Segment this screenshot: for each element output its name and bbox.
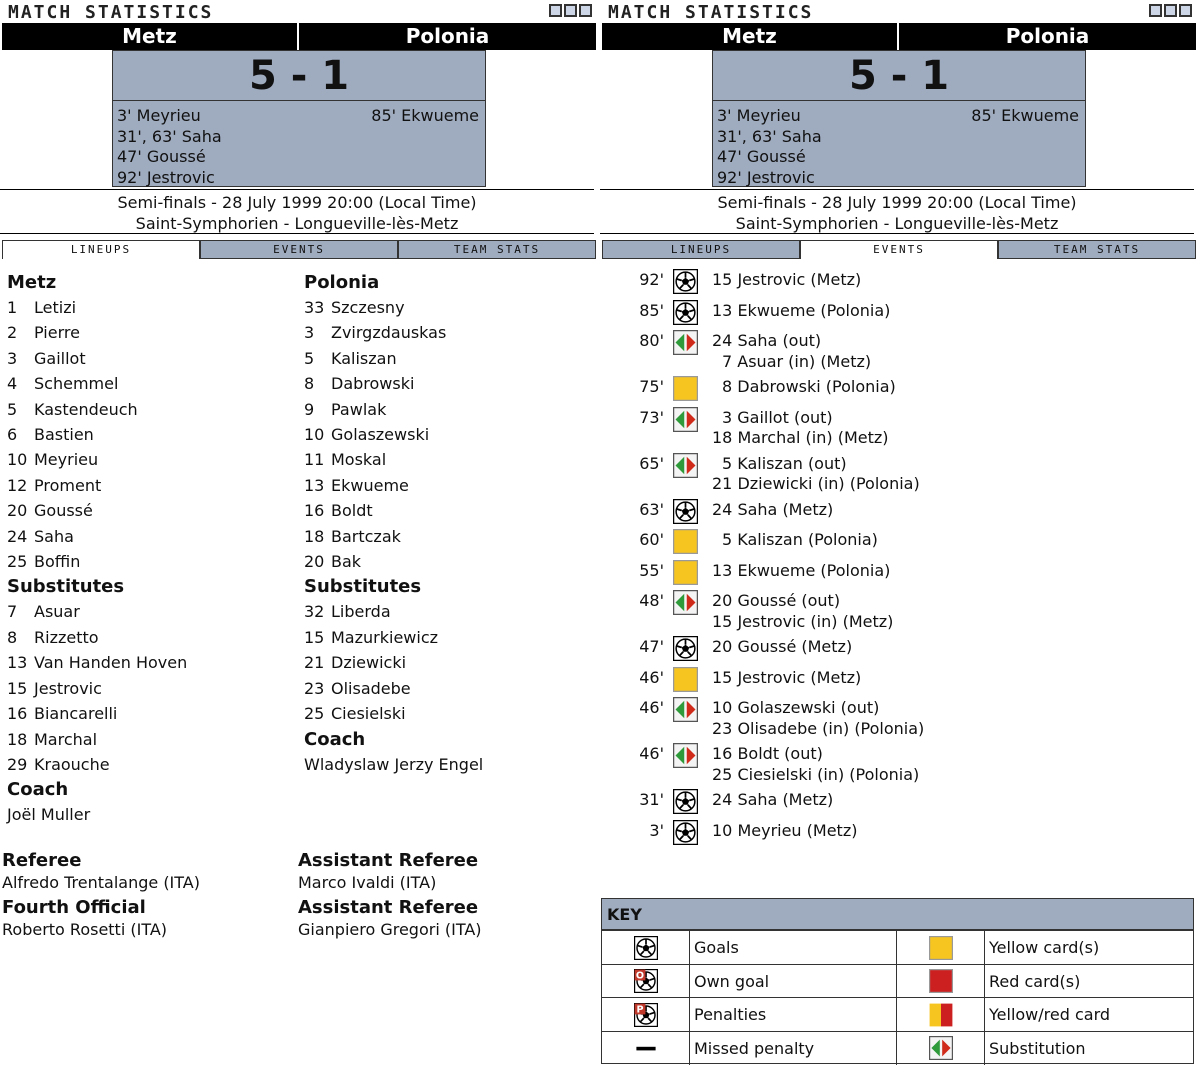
- event-line: 16 Boldt (out): [712, 744, 823, 763]
- player-number: 7: [7, 602, 18, 622]
- event-row: [600, 297, 1200, 325]
- away-scorers: [971, 106, 1079, 127]
- scorer: 3' Meyrieu: [117, 106, 201, 125]
- window-button-icon[interactable]: [564, 4, 577, 17]
- player-number: 21: [304, 653, 325, 673]
- player-row: [304, 473, 483, 498]
- player-row: [7, 320, 187, 345]
- substitute-row: [304, 676, 483, 701]
- key-row: [602, 997, 1193, 1030]
- player-number: 9: [304, 399, 315, 419]
- substitute-row: [7, 727, 187, 752]
- player-number: 15: [304, 627, 325, 647]
- event-line: 15 Jestrovic (Metz): [712, 667, 862, 687]
- player-name: Kraouche: [34, 754, 110, 774]
- player-row: [7, 422, 187, 447]
- event-line: 5 Kaliszan (out): [722, 453, 847, 473]
- assistant-referee-1: [298, 849, 478, 893]
- player-number: 13: [304, 475, 325, 495]
- substitute-row: [304, 625, 483, 650]
- player-number: 3: [304, 323, 315, 343]
- substitute-row: [7, 701, 187, 726]
- substitution-icon: [673, 743, 698, 768]
- player-row: [7, 397, 187, 422]
- goal-icon: [673, 300, 698, 325]
- event-minute: 55': [639, 560, 664, 580]
- player-name: Schemmel: [34, 374, 119, 394]
- substitute-row: [7, 676, 187, 701]
- yellow-card-icon: [673, 529, 698, 554]
- event-row: [600, 496, 1200, 524]
- assistant-referee-heading: Assistant Referee: [298, 850, 479, 871]
- event-line: 21 Dziewicki (in) (Polonia): [712, 474, 920, 493]
- player-name: Ekwueme: [331, 475, 409, 495]
- event-line: 5 Kaliszan (Polonia): [722, 530, 878, 549]
- event-line: 24 Saha (Metz): [712, 790, 834, 809]
- score: 5 - 1: [713, 51, 1085, 101]
- event-text: [712, 637, 852, 658]
- key-label: Yellow/red card: [989, 1005, 1111, 1024]
- player-name: Zvirgzdauskas: [331, 323, 447, 343]
- key-label: Missed penalty: [690, 1032, 897, 1065]
- event-minute: 46': [639, 698, 664, 717]
- coach-name: Joël Muller: [7, 805, 91, 825]
- event-text: [712, 377, 896, 398]
- substitution-icon: [673, 697, 698, 722]
- player-number: 2: [7, 323, 18, 343]
- window-controls: [1149, 4, 1192, 17]
- tab-bar: [602, 240, 1196, 259]
- substitution-icon: [673, 453, 698, 478]
- event-line: 15 Jestrovic (Metz): [712, 270, 862, 289]
- key-label: Red card(s): [989, 971, 1081, 991]
- player-name: Dabrowski: [331, 374, 415, 394]
- event-line: 20 Goussé (Metz): [712, 637, 853, 656]
- player-name: Van Handen Hoven: [34, 653, 188, 673]
- event-row: [600, 786, 1200, 814]
- scorer: 92' Jestrovic: [717, 167, 815, 187]
- teams-bar: [602, 23, 1196, 50]
- event-text: [712, 744, 919, 785]
- svg-text:O: O: [635, 970, 644, 982]
- event-text: [712, 301, 890, 322]
- player-row: [304, 371, 483, 396]
- team-heading: Polonia: [304, 272, 380, 293]
- svg-text:P: P: [635, 1004, 644, 1016]
- assistant-referee-2: [298, 896, 482, 940]
- key-row: [602, 964, 1193, 997]
- tab-events[interactable]: EVENTS: [800, 240, 998, 259]
- player-number: 6: [7, 425, 18, 445]
- window-button-icon[interactable]: [1164, 4, 1177, 17]
- event-line: 10 Meyrieu (Metz): [712, 820, 858, 840]
- substitution-icon: [897, 1032, 985, 1065]
- event-minute: 46': [639, 744, 664, 763]
- goal-icon: [673, 820, 698, 845]
- substitution-icon: [673, 330, 698, 355]
- match-info: [600, 189, 1194, 234]
- player-row: [7, 346, 187, 371]
- player-name: Rizzetto: [34, 627, 99, 647]
- substitution-icon: [673, 590, 698, 615]
- player-number: 12: [7, 475, 28, 495]
- event-minute: 3': [649, 820, 664, 840]
- home-team-name: Metz: [602, 23, 899, 50]
- team-heading: Metz: [7, 272, 57, 293]
- yellow-card-icon: [673, 667, 698, 692]
- coach-heading: Coach: [7, 779, 69, 801]
- player-name: Kaliszan: [331, 348, 397, 368]
- player-number: 5: [7, 399, 18, 419]
- event-row: [600, 817, 1200, 845]
- key-label: Own goal: [690, 965, 897, 998]
- tab-lineups[interactable]: LINEUPS: [2, 240, 200, 259]
- player-name: Gaillot: [34, 348, 86, 368]
- missed-penalty-icon: [602, 1032, 690, 1065]
- player-name: Dziewicki: [331, 653, 407, 673]
- player-name: Liberda: [331, 602, 391, 622]
- player-row: [7, 524, 187, 549]
- player-name: Bastien: [34, 425, 94, 445]
- player-name: Pawlak: [331, 399, 387, 419]
- event-text: [712, 821, 857, 842]
- scorer: 47' Goussé: [717, 147, 806, 166]
- player-row: [7, 447, 187, 472]
- player-number: 13: [7, 653, 28, 673]
- event-minute: 63': [639, 499, 664, 519]
- player-row: [304, 397, 483, 422]
- player-number: 16: [7, 704, 28, 724]
- player-number: 33: [304, 298, 325, 317]
- event-text: [712, 331, 871, 372]
- referee-heading: Referee: [2, 850, 82, 871]
- player-row: [304, 295, 483, 320]
- event-line: 7 Asuar (in) (Metz): [722, 351, 872, 371]
- goal-icon: [673, 269, 698, 294]
- key-table: [601, 898, 1194, 1064]
- player-number: 8: [304, 374, 315, 394]
- coach-name: Wladyslaw Jerzy Engel: [304, 754, 484, 774]
- panel-title: MATCH STATISTICS: [8, 2, 214, 23]
- yellow-card-icon: [673, 560, 698, 585]
- substitute-row: [304, 701, 483, 726]
- event-row: [600, 450, 1200, 493]
- player-row: [7, 371, 187, 396]
- tab-events[interactable]: EVENTS: [200, 240, 398, 259]
- match-info: [0, 189, 594, 234]
- scorer: 85' Ekwueme: [371, 106, 479, 125]
- substitution-icon: [673, 407, 698, 432]
- event-line: 20 Goussé (out): [712, 591, 841, 610]
- event-minute: 65': [639, 453, 664, 473]
- scorer: 47' Goussé: [117, 147, 206, 166]
- scorer: 85' Ekwueme: [971, 106, 1079, 125]
- home-scorers: [117, 106, 222, 188]
- player-name: Meyrieu: [34, 450, 99, 470]
- event-row: [600, 373, 1200, 401]
- key-title: KEY: [602, 899, 1193, 930]
- key-label: Substitution: [989, 1038, 1086, 1058]
- event-text: [712, 668, 861, 689]
- event-text: [712, 500, 833, 521]
- event-line: 18 Marchal (in) (Metz): [712, 428, 889, 447]
- key-row: [602, 1031, 1193, 1064]
- match-panel-events: [600, 0, 1198, 262]
- player-name: Pierre: [34, 323, 80, 343]
- event-text: [712, 530, 878, 551]
- event-row: [600, 557, 1200, 585]
- event-text: [712, 698, 924, 739]
- match-info-date: Semi-finals - 28 July 1999 20:00 (Local Time): [717, 193, 1077, 212]
- player-name: Saha: [34, 526, 74, 546]
- player-number: 20: [7, 501, 28, 521]
- home-lineup: [7, 270, 187, 828]
- player-number: 18: [304, 526, 325, 546]
- penalty-icon: [602, 998, 690, 1031]
- match-info-venue: Saint-Symphorien - Longueville-lès-Metz: [735, 214, 1059, 233]
- yellow-red-card-icon: [897, 998, 985, 1031]
- player-number: 10: [7, 450, 28, 470]
- player-name: Mazurkiewicz: [331, 627, 439, 647]
- yellow-card-icon: [673, 376, 698, 401]
- event-row: [600, 587, 1200, 631]
- yellow-card-icon: [897, 931, 985, 964]
- event-line: 24 Saha (Metz): [712, 499, 834, 519]
- teams-bar: [2, 23, 596, 50]
- event-row: [600, 633, 1200, 661]
- player-number: 29: [7, 754, 28, 774]
- player-number: 25: [304, 704, 325, 724]
- panel-title: MATCH STATISTICS: [608, 2, 814, 23]
- event-minute: 31': [639, 790, 664, 809]
- player-row: [7, 549, 187, 574]
- event-line: 25 Ciesielski (in) (Polonia): [712, 764, 920, 784]
- player-row: [7, 295, 187, 320]
- player-row: [304, 498, 483, 523]
- player-name: Golaszewski: [331, 425, 430, 445]
- scorer: 31', 63' Saha: [717, 126, 822, 146]
- event-row: [600, 694, 1200, 738]
- substitute-row: [7, 625, 187, 650]
- key-label: Yellow card(s): [989, 938, 1100, 957]
- event-minute: 85': [639, 300, 664, 320]
- player-number: 20: [304, 552, 325, 572]
- goal-icon: [673, 789, 698, 814]
- player-row: [304, 422, 483, 447]
- substitute-row: [7, 650, 187, 675]
- score: 5 - 1: [113, 51, 485, 101]
- tab-team-stats[interactable]: TEAM STATS: [998, 240, 1196, 259]
- player-number: 25: [7, 552, 28, 572]
- player-name: Boffin: [34, 552, 81, 572]
- player-name: Bartczak: [331, 526, 401, 546]
- event-line: 3 Gaillot (out): [722, 407, 833, 427]
- key-row: [602, 930, 1193, 963]
- player-row: [304, 549, 483, 574]
- event-row: [600, 404, 1200, 447]
- home-scorers: [717, 106, 822, 188]
- player-name: Szczesny: [331, 298, 405, 317]
- substitutes-heading: Substitutes: [304, 576, 422, 598]
- event-minute: 46': [639, 667, 664, 687]
- away-team-name: Polonia: [1005, 24, 1090, 48]
- coach-heading: Coach: [304, 728, 366, 750]
- event-row: [600, 266, 1200, 294]
- event-text: [712, 408, 889, 449]
- substitute-row: [304, 599, 483, 624]
- player-number: 4: [7, 374, 18, 394]
- player-name: Marchal: [34, 729, 98, 749]
- score-box: [112, 50, 486, 187]
- score-box: [712, 50, 1086, 187]
- player-name: Kastendeuch: [34, 399, 138, 419]
- lineups-section: [0, 262, 600, 842]
- window-controls: [549, 4, 592, 17]
- event-minute: 60': [639, 530, 664, 549]
- window-button-icon[interactable]: [579, 4, 592, 17]
- player-name: Asuar: [34, 602, 80, 622]
- home-team-name: Metz: [2, 23, 299, 50]
- red-card-icon: [897, 965, 985, 998]
- event-line: 10 Golaszewski (out): [712, 698, 880, 717]
- event-text: [712, 270, 861, 291]
- event-text: [712, 591, 893, 632]
- player-name: Ciesielski: [331, 704, 406, 724]
- player-number: 5: [304, 348, 315, 368]
- referee-name: Alfredo Trentalange (ITA): [2, 873, 200, 892]
- fourth-official: [2, 896, 167, 940]
- assistant-referee-heading: Assistant Referee: [298, 897, 479, 918]
- event-line: 8 Dabrowski (Polonia): [722, 377, 896, 396]
- player-number: 18: [7, 729, 28, 749]
- player-number: 8: [7, 627, 18, 647]
- event-line: 24 Saha (out): [712, 331, 822, 350]
- key-label: Goals: [690, 931, 897, 964]
- event-minute: 73': [639, 407, 664, 427]
- player-name: Boldt: [331, 501, 373, 521]
- event-text: [712, 454, 920, 495]
- window-button-icon[interactable]: [549, 4, 562, 17]
- event-row: [600, 664, 1200, 692]
- substitutes-heading: Substitutes: [7, 576, 125, 598]
- substitute-row: [7, 599, 187, 624]
- goal-icon: [602, 931, 690, 964]
- player-number: 3: [7, 348, 18, 368]
- player-name: Letizi: [34, 298, 77, 317]
- scorer: 31', 63' Saha: [117, 126, 222, 146]
- event-minute: 47': [639, 637, 664, 656]
- match-panel-lineups: [0, 0, 598, 262]
- goal-icon: [673, 636, 698, 661]
- assistant-referee-name: Gianpiero Gregori (ITA): [298, 920, 482, 939]
- player-row: [304, 346, 483, 371]
- player-number: 23: [304, 678, 325, 698]
- player-row: [7, 498, 187, 523]
- event-minute: 48': [639, 591, 664, 610]
- player-number: 15: [7, 678, 28, 698]
- player-number: 10: [304, 425, 325, 445]
- player-row: [304, 524, 483, 549]
- player-name: Olisadebe: [331, 678, 411, 698]
- assistant-referee-name: Marco Ivaldi (ITA): [298, 873, 437, 892]
- event-line: 15 Jestrovic (in) (Metz): [712, 611, 894, 631]
- substitute-row: [7, 752, 187, 777]
- event-text: [712, 561, 890, 582]
- event-minute: 80': [639, 331, 664, 350]
- player-name: Jestrovic: [34, 678, 102, 698]
- goal-icon: [673, 499, 698, 524]
- player-row: [304, 447, 483, 472]
- away-scorers: [371, 106, 479, 127]
- window-button-icon[interactable]: [1149, 4, 1162, 17]
- window-button-icon[interactable]: [1179, 4, 1192, 17]
- tab-team-stats[interactable]: TEAM STATS: [398, 240, 596, 259]
- event-minute: 92': [639, 270, 664, 289]
- player-name: Biancarelli: [34, 704, 118, 724]
- event-line: 13 Ekwueme (Polonia): [712, 560, 891, 580]
- event-row: [600, 740, 1200, 784]
- player-name: Proment: [34, 475, 102, 495]
- scorer: 92' Jestrovic: [117, 167, 215, 187]
- player-number: 16: [304, 501, 325, 521]
- event-row: [600, 526, 1200, 554]
- match-info-venue: Saint-Symphorien - Longueville-lès-Metz: [135, 214, 459, 233]
- substitute-row: [304, 650, 483, 675]
- event-line: 13 Ekwueme (Polonia): [712, 300, 891, 320]
- tab-bar: [2, 240, 596, 259]
- fourth-official-heading: Fourth Official: [2, 897, 146, 918]
- player-name: Goussé: [34, 501, 93, 521]
- own-goal-icon: [602, 965, 690, 998]
- player-number: 32: [304, 602, 325, 622]
- player-name: Bak: [331, 552, 362, 572]
- match-info-date: Semi-finals - 28 July 1999 20:00 (Local Time): [117, 193, 477, 212]
- tab-lineups[interactable]: LINEUPS: [602, 240, 800, 259]
- player-row: [304, 320, 483, 345]
- fourth-official-name: Roberto Rosetti (ITA): [2, 920, 168, 939]
- away-team-name: Polonia: [405, 24, 490, 48]
- event-text: [712, 790, 833, 811]
- key-label: Penalties: [690, 998, 897, 1031]
- player-number: 11: [304, 450, 325, 470]
- event-minute: 75': [639, 377, 664, 396]
- scorer: 3' Meyrieu: [717, 106, 801, 125]
- away-lineup: [304, 270, 483, 777]
- event-line: 23 Olisadebe (in) (Polonia): [712, 718, 925, 738]
- player-row: [7, 473, 187, 498]
- player-number: 1: [7, 298, 18, 317]
- referee: [2, 849, 200, 893]
- player-name: Moskal: [331, 450, 387, 470]
- player-number: 24: [7, 526, 28, 546]
- event-row: [600, 327, 1200, 371]
